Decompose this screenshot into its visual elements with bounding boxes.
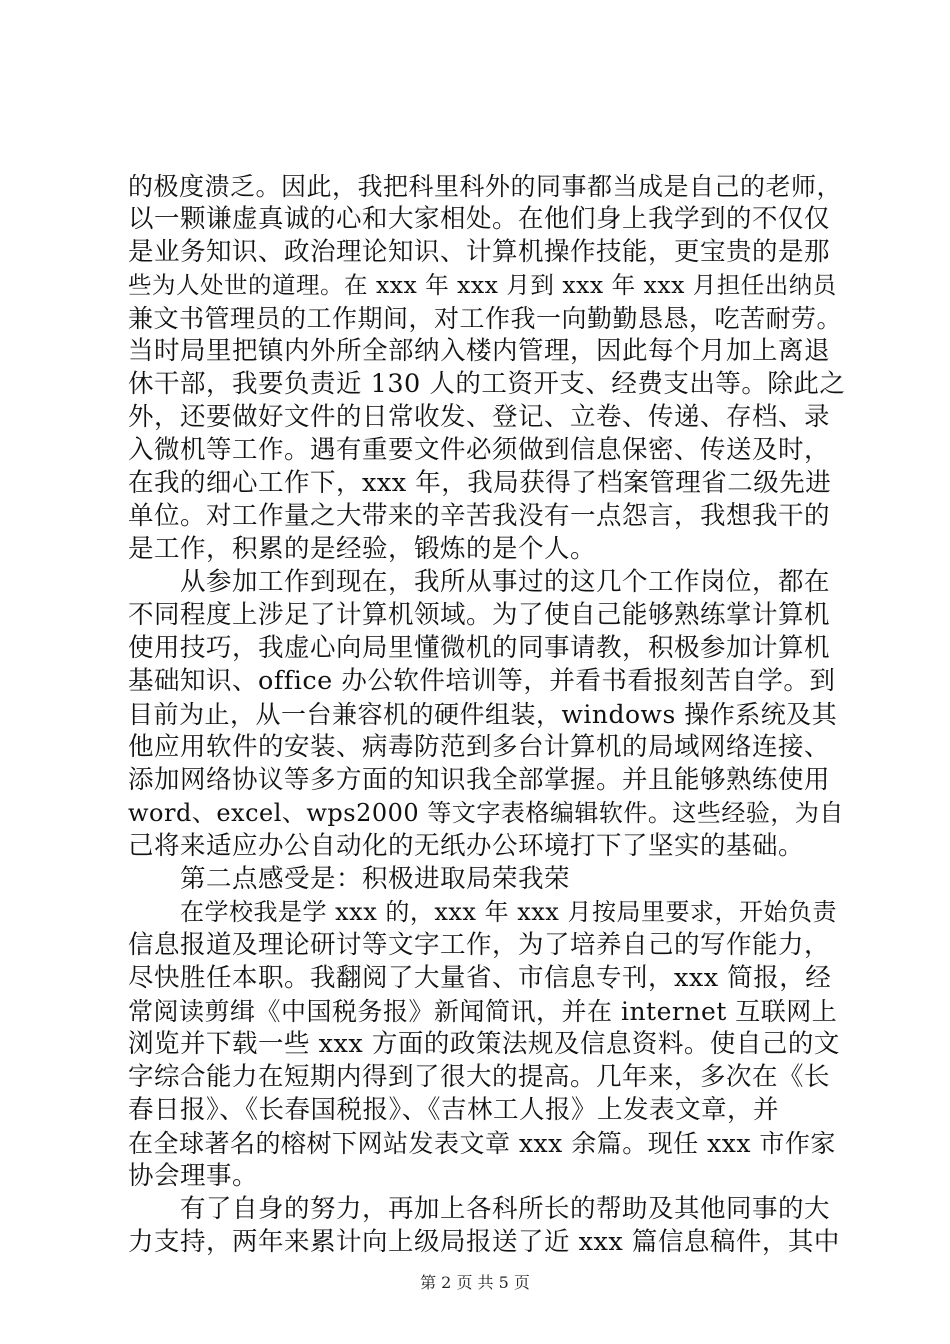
text-line: 有了自身的努力，再加上各科所长的帮助及其他同事的大 (180, 1194, 831, 1224)
text-line: 他应用软件的安装、病毒防范到多台计算机的局域网络连接、 (128, 732, 831, 762)
text-line: 协会理事。 (128, 1161, 259, 1191)
page-number-footer: 第 2 页 共 5 页 (420, 1273, 530, 1292)
text-line: 目前为止，从一台兼容机的硬件组装，windows 操作系统及其 (128, 700, 838, 729)
text-line: word、excel、wps2000 等文字表格编辑软件。这些经验，为自 (128, 799, 844, 827)
text-line: 第二点感受是：积极进取局荣我荣 (180, 864, 571, 894)
text-line: 在我的细心工作下，xxx 年，我局获得了档案管理省二级先进 (128, 468, 832, 498)
text-line: 使用技巧，我虚心向局里懂微机的同事请教，积极参加计算机 (128, 633, 831, 663)
text-line: 外，还要做好文件的日常收发、登记、立卷、传递、存档、录 (128, 402, 831, 432)
text-line: 基础知识、office 办公软件培训等，并看书看报刻苦自学。到 (128, 666, 836, 696)
text-line: 当时局里把镇内外所全部纳入楼内管理，因此每个月加上离退 (128, 336, 831, 366)
text-line: 以一颗谦虚真诚的心和大家相处。在他们身上我学到的不仅仅 (128, 204, 831, 234)
text-line: 入微机等工作。遇有重要文件必须做到信息保密、传送及时， (128, 435, 831, 465)
text-line: 信息报道及理论研讨等文字工作，为了培养自己的写作能力， (128, 930, 831, 960)
text-line: 在全球著名的榕树下网站发表文章 xxx 余篇。现任 xxx 市作家 (128, 1129, 836, 1158)
text-line: 添加网络协议等多方面的知识我全部掌握。并且能够熟练使用 (128, 765, 831, 795)
text-line: 浏览并下载一些 xxx 方面的政策法规及信息资料。使自己的文 (128, 1029, 840, 1059)
text-line: 是业务知识、政治理论知识、计算机操作技能，更宝贵的是那 (128, 237, 831, 267)
text-line: 单位。对工作量之大带来的辛苦我没有一点怨言，我想我干的 (128, 501, 831, 531)
text-line: 休干部，我要负责近 130 人的工资开支、经费支出等。除此之 (128, 369, 846, 399)
text-line: 尽快胜任本职。我翻阅了大量省、市信息专刊，xxx 简报，经 (128, 963, 832, 993)
text-line: 兼文书管理员的工作期间，对工作我一向勤勤恳恳，吃苦耐劳。 (128, 304, 843, 333)
text-line: 在学校我是学 xxx 的，xxx 年 xxx 月按局里要求，开始负责 (180, 898, 837, 926)
text-line: 不同程度上涉足了计算机领域。为了使自己能够熟练掌计算机 (128, 600, 831, 630)
text-line: 些为人处世的道理。在 xxx 年 xxx 月到 xxx 年 xxx 月担任出纳员 (128, 271, 837, 299)
text-line: 是工作，积累的是经验，锻炼的是个人。 (128, 534, 597, 564)
text-line: 春日报》、《长春国税报》、《吉林工人报》上发表文章，并 (128, 1095, 780, 1125)
text-line: 力支持，两年来累计向上级局报送了近 xxx 篇信息稿件，其中 (128, 1227, 840, 1257)
text-line: 从参加工作到现在，我所从事过的这几个工作岗位，都在 (180, 567, 831, 597)
text-line: 字综合能力在短期内得到了很大的提高。几年来，多次在《长 (128, 1062, 831, 1092)
text-line: 常阅读剪缉《中国税务报》新闻简讯，并在 internet 互联网上 (128, 997, 838, 1026)
text-line: 的极度溃乏。因此，我把科里科外的同事都当成是自己的老师， (128, 172, 843, 201)
text-line: 己将来适应办公自动化的无纸办公环境打下了坚实的基础。 (128, 831, 805, 861)
document-body (128, 170, 848, 1259)
